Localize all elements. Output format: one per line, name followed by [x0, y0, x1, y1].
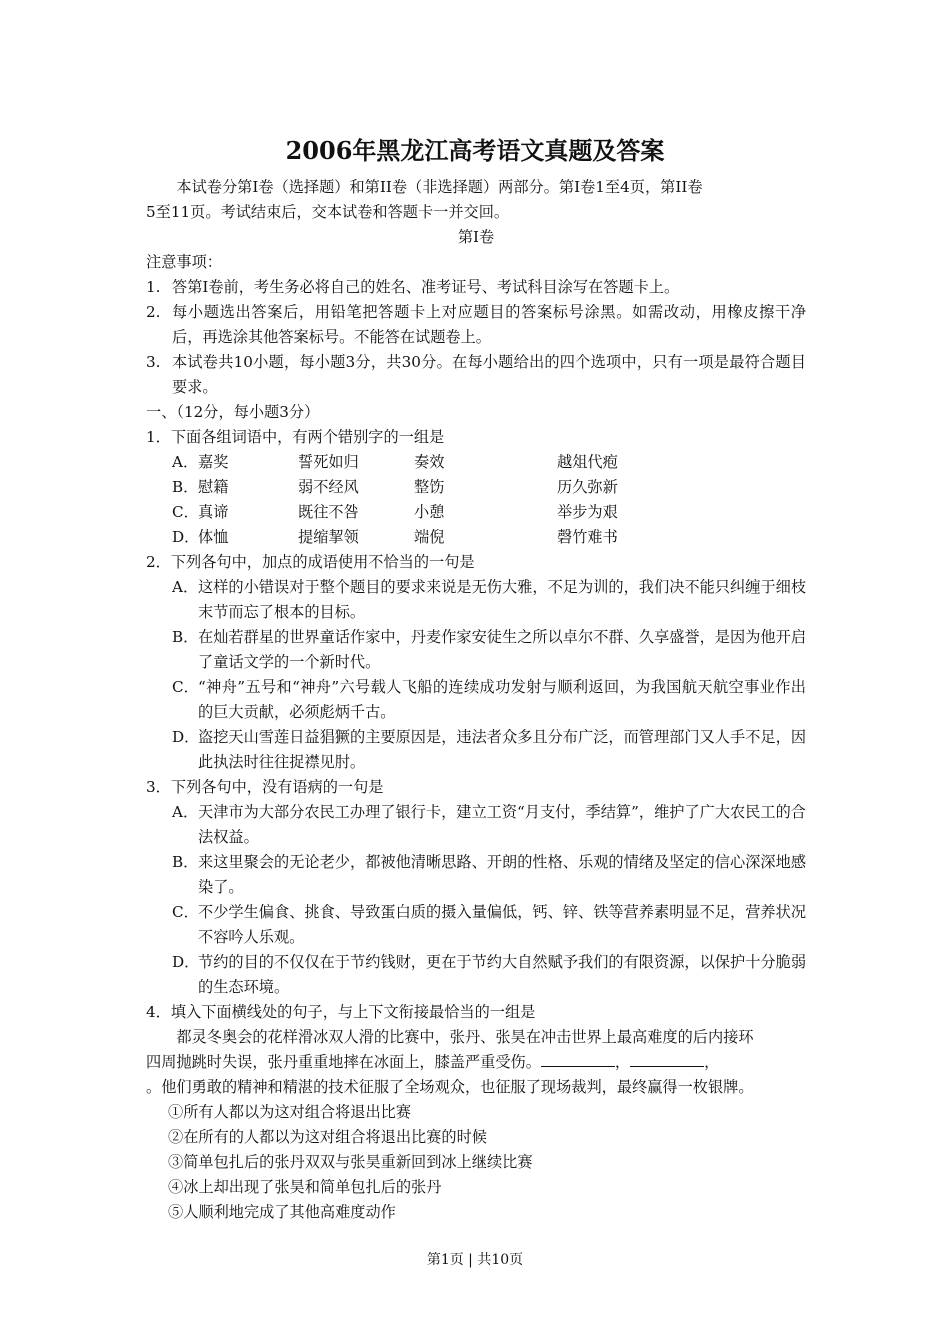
question-1-stem: 1．下面各组词语中，有两个错别字的一组是	[146, 428, 445, 446]
notice-number: 3.	[146, 353, 161, 371]
option-label: A．	[172, 453, 199, 471]
notice-number: 1.	[146, 278, 161, 296]
notice-text: 答第I卷前，考生务必将自己的姓名、准考证号、考试科目涂写在答题卡上。	[172, 278, 680, 296]
intro-line-1: 本试卷分第I卷（选择题）和第II卷（非选择题）两部分。第I卷1至4页，第II卷	[176, 178, 703, 196]
notice-item	[146, 275, 806, 300]
option-text: 这样的小错误对于整个题目的要求来说是无伤大雅，不足为训的，我们决不能只纠缠于细枝末节而忘了根本的目标。	[198, 578, 806, 621]
question-2-option	[146, 575, 806, 625]
option-word: 真谛	[198, 503, 229, 521]
option-text: 在灿若群星的世界童话作家中，丹麦作家安徒生之所以卓尔不群、久享盛誉，是因为他开启了童话文学的一个新时代。	[198, 628, 806, 671]
passage-separator: ，	[704, 1053, 720, 1071]
question-1-option	[146, 475, 806, 500]
question-3-option	[146, 850, 806, 900]
passage-line: 。他们勇敢的精神和精湛的技术征服了全场观众，也征服了现场裁判，最终赢得一枚银牌。	[146, 1078, 754, 1096]
choice-item: ④冰上却出现了张昊和简单包扎后的张丹	[168, 1178, 442, 1196]
option-word: 弱不经风	[298, 478, 359, 496]
option-word: 慰籍	[198, 478, 229, 496]
question-1-option	[146, 500, 806, 525]
notice-title: 注意事项：	[146, 253, 222, 271]
option-word: 整饬	[414, 478, 445, 496]
document-body	[146, 175, 806, 1225]
question-2-option	[146, 675, 806, 725]
notice-text: 本试卷共10小题，每小题3分，共30分。在每小题给出的四个选项中，只有一项是最符合题目要求。	[172, 353, 806, 396]
question-2-option	[146, 725, 806, 775]
notice-item	[146, 350, 806, 400]
answer-blank	[630, 1050, 704, 1067]
option-word: 举步为艰	[557, 503, 618, 521]
notice-text: 每小题选出答案后，用铅笔把答题卡上对应题目的答案标号涂黑。如需改动，用橡皮擦干净后，再选涂其他答案标号。不能答在试题卷上。	[172, 303, 806, 346]
choice-item: ①所有人都以为这对组合将退出比赛	[168, 1103, 411, 1121]
question-1-option	[146, 450, 806, 475]
option-word: 嘉奖	[198, 453, 229, 471]
question-4-stem: 4．填入下面横线处的句子，与上下文衔接最恰当的一组是	[146, 1003, 536, 1021]
question-3-option	[146, 800, 806, 850]
option-text: 天津市为大部分农民工办理了银行卡，建立工资“月支付，季结算”，维护了广大农民工的合法权益。	[198, 803, 806, 846]
question-3-option	[146, 950, 806, 1000]
volume-heading: 第I卷	[457, 228, 495, 246]
notice-number: 2.	[146, 303, 161, 321]
page-footer: 第1页 | 共10页	[426, 1252, 524, 1268]
question-2-option	[146, 625, 806, 675]
option-label: D．	[172, 528, 200, 546]
option-word: 奏效	[414, 453, 445, 471]
question-1-option	[146, 525, 806, 550]
option-text: 来这里聚会的无论老少，都被他清晰思路、开朗的性格、乐观的情绪及坚定的信心深深地感染了。	[198, 853, 806, 896]
option-word: 历久弥新	[557, 478, 618, 496]
option-word: 越俎代疱	[557, 453, 618, 471]
section-heading: 一、（12分，每小题3分）	[146, 403, 320, 421]
option-label: A．	[172, 578, 199, 596]
option-word: 誓死如归	[298, 453, 359, 471]
choice-item: ⑤人顺利地完成了其他高难度动作	[168, 1203, 396, 1221]
option-word: 磬竹难书	[557, 528, 618, 546]
question-3-option	[146, 900, 806, 950]
option-word: 小憩	[414, 503, 445, 521]
option-label: C．	[172, 903, 199, 921]
passage-separator: ，	[614, 1053, 631, 1071]
intro-line-2: 5至11页。考试结束后，交本试卷和答题卡一并交回。	[146, 203, 510, 221]
option-word: 端倪	[414, 528, 445, 546]
question-3-stem: 3．下列各句中，没有语病的一句是	[146, 778, 384, 796]
option-text: 不少学生偏食、挑食、导致蛋白质的摄入量偏低，钙、锌、铁等营养素明显不足，营养状况不容吟人乐观。	[198, 903, 806, 946]
option-word: 体恤	[198, 528, 229, 546]
option-label: B．	[172, 628, 199, 646]
option-word: 既往不咎	[298, 503, 359, 521]
option-label: C．	[172, 503, 199, 521]
option-word: 提缩挈领	[298, 528, 359, 546]
option-label: B．	[172, 853, 199, 871]
option-label: D．	[172, 953, 200, 971]
option-label: D．	[172, 728, 200, 746]
question-2-stem: 2．下列各句中，加点的成语使用不恰当的一句是	[146, 553, 475, 571]
choice-item: ②在所有的人都以为这对组合将退出比赛的时候	[168, 1128, 487, 1146]
answer-blank	[541, 1050, 615, 1067]
passage-text: 四周抛跳时失误，张丹重重地摔在冰面上，膝盖严重受伤。	[146, 1053, 541, 1071]
page-title: 2006年黑龙江高考语文真题及答案	[285, 136, 665, 165]
notice-item	[146, 300, 806, 350]
option-label: B．	[172, 478, 199, 496]
choice-item: ③简单包扎后的张丹双双与张昊重新回到冰上继续比赛	[168, 1153, 533, 1171]
option-text: “神舟”五号和“神舟”六号载人飞船的连续成功发射与顺利返回，为我国航天航空事业作出的巨大贡献，必须彪炳千古。	[198, 678, 806, 721]
option-label: C．	[172, 678, 199, 696]
passage-line	[146, 1050, 806, 1075]
option-text: 节约的目的不仅仅在于节约钱财，更在于节约大自然赋予我们的有限资源，以保护十分脆弱的生态环境。	[198, 953, 806, 996]
option-text: 盗挖天山雪莲日益猖獗的主要原因是，违法者众多且分布广泛，而管理部门又人手不足，因此执法时往往捉襟见肘。	[198, 728, 806, 771]
passage-line: 都灵冬奥会的花样滑冰双人滑的比赛中，张丹、张昊在冲击世界上最高难度的后内接环	[176, 1028, 754, 1046]
option-label: A．	[172, 803, 199, 821]
